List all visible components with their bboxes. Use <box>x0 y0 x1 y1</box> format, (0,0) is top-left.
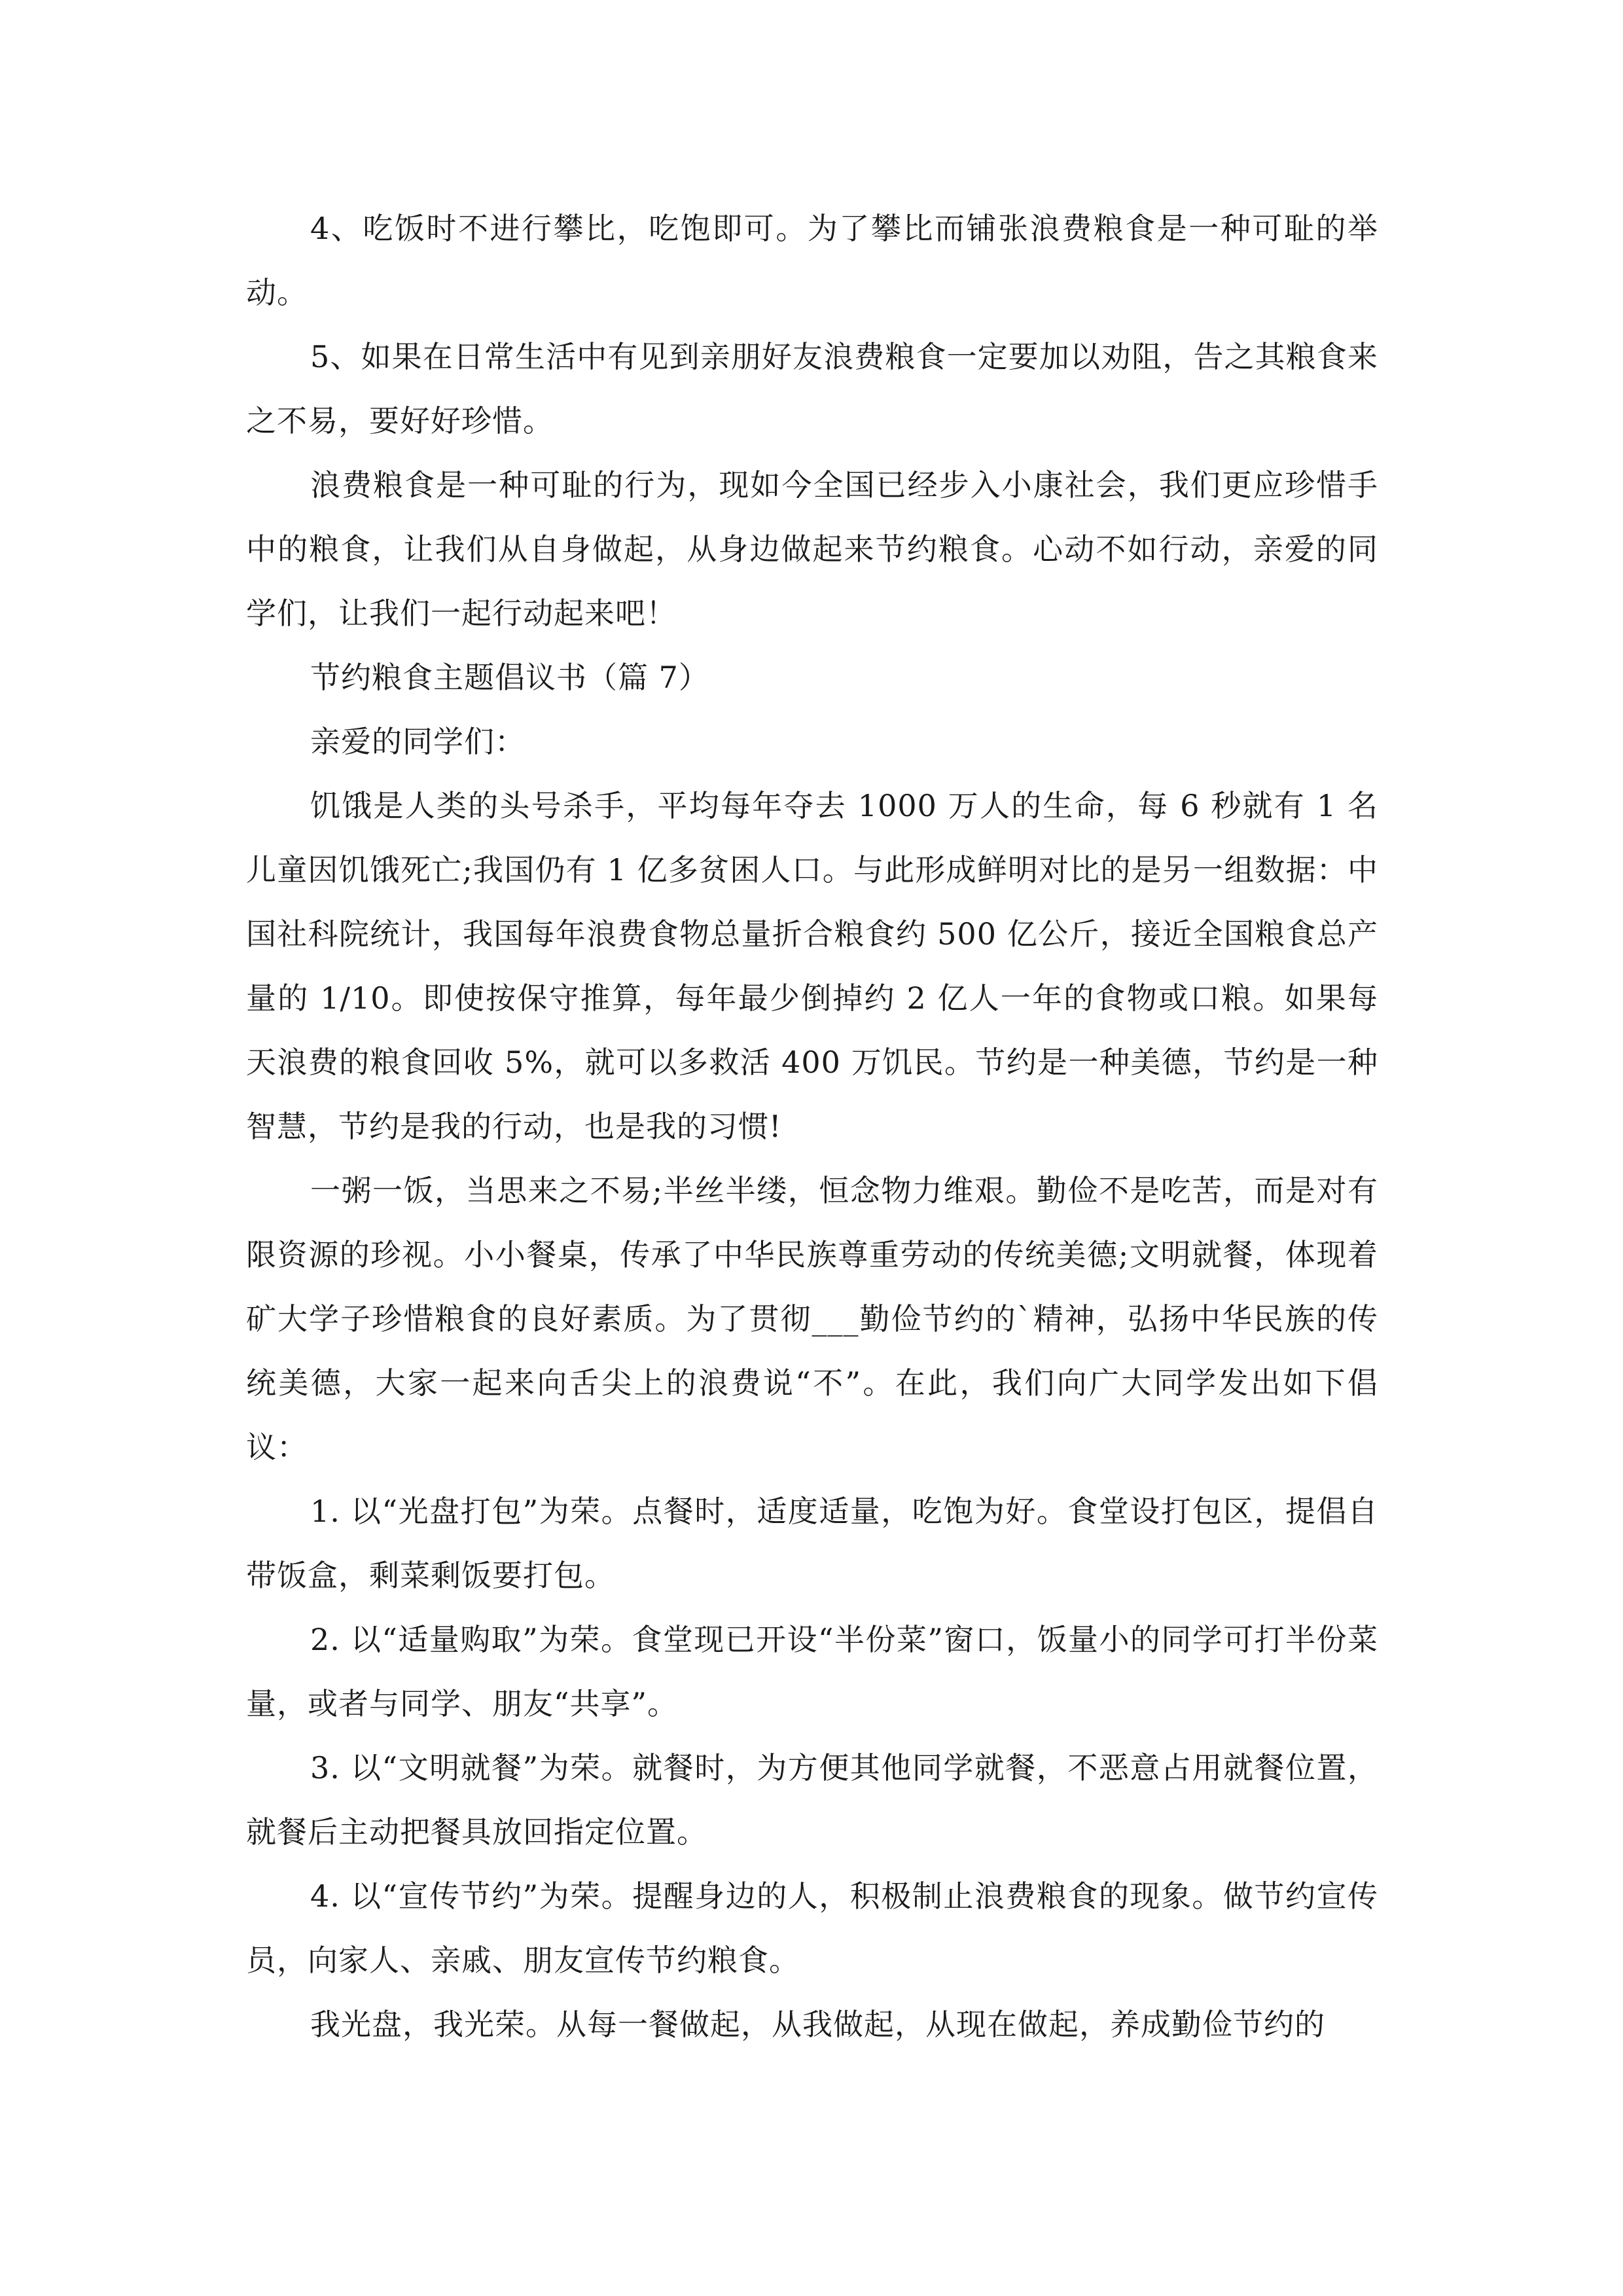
proposal-item-4: 4. 以“宣传节约”为荣。提醒身边的人，积极制止浪费粮食的现象。做节约宣传员，向家人、亲戚、朋友宣传节约粮食。 <box>246 1878 1378 1978</box>
proposal-item-1: 1. 以“光盘打包”为荣。点餐时，适度适量，吃饱为好。食堂设打包区，提倡自带饭盒，剩菜剩饭要打包。 <box>246 1494 1378 1593</box>
proposal-item-2: 2. 以“适量购取”为荣。食堂现已开设“半份菜”窗口，饭量小的同学可打半份菜量，或者与同学、朋友“共享”。 <box>246 1622 1378 1721</box>
paragraph-closing: 我光盘，我光荣。从每一餐做起，从我做起，从现在做起，养成勤俭节约的 <box>310 2007 1325 2042</box>
proposal-item-3: 3. 以“文明就餐”为荣。就餐时，为方便其他同学就餐，不恶意占用就餐位置，就餐后主动把餐具放回指定位置。 <box>246 1750 1378 1850</box>
paragraph-thrift: 一粥一饭，当思来之不易;半丝半缕，恒念物力维艰。勤俭不是吃苦，而是对有限资源的珍视。小小餐桌，传承了中华民族尊重劳动的传统美德;文明就餐，体现着矿大学子珍惜粮食的良好素质。为了贯彻___勤俭节约的`精神，弘扬中华民族的传统美德，大家一起来向舌尖上的浪费说“不”。在此，我们向广大同学发出如下倡议： <box>246 1173 1378 1465</box>
salutation: 亲爱的同学们： <box>310 724 526 759</box>
document-body <box>246 196 1378 2056</box>
section-heading: 节约粮食主题倡议书（篇 7） <box>310 660 709 695</box>
paragraph-item-4: 4、吃饭时不进行攀比，吃饱即可。为了攀比而铺张浪费粮食是一种可耻的举动。 <box>246 211 1378 310</box>
paragraph-item-5: 5、如果在日常生活中有见到亲朋好友浪费粮食一定要加以劝阻，告之其粮食来之不易，要好好珍惜。 <box>246 339 1378 439</box>
paragraph-hunger-stats: 饥饿是人类的头号杀手，平均每年夺去 1000 万人的生命，每 6 秒就有 1 名儿童因饥饿死亡;我国仍有 1 亿多贫困人口。与此形成鲜明对比的是另一组数据：中国社科院统计，我国每年浪费食物总量折合粮食约 500 亿公斤，接近全国粮食总产量的 1/10。即使按保守推算，每年最少倒掉约 2 亿人一年的食物或口粮。如果每天浪费的粮食回收 5%，就可以多救活 400 万饥民。节约是一种美德，节约是一种智慧，节约是我的行动，也是我的习惯! <box>246 788 1378 1144</box>
paragraph-conclusion: 浪费粮食是一种可耻的行为，现如今全国已经步入小康社会，我们更应珍惜手中的粮食，让我们从自身做起，从身边做起来节约粮食。心动不如行动，亲爱的同学们，让我们一起行动起来吧！ <box>246 467 1378 631</box>
